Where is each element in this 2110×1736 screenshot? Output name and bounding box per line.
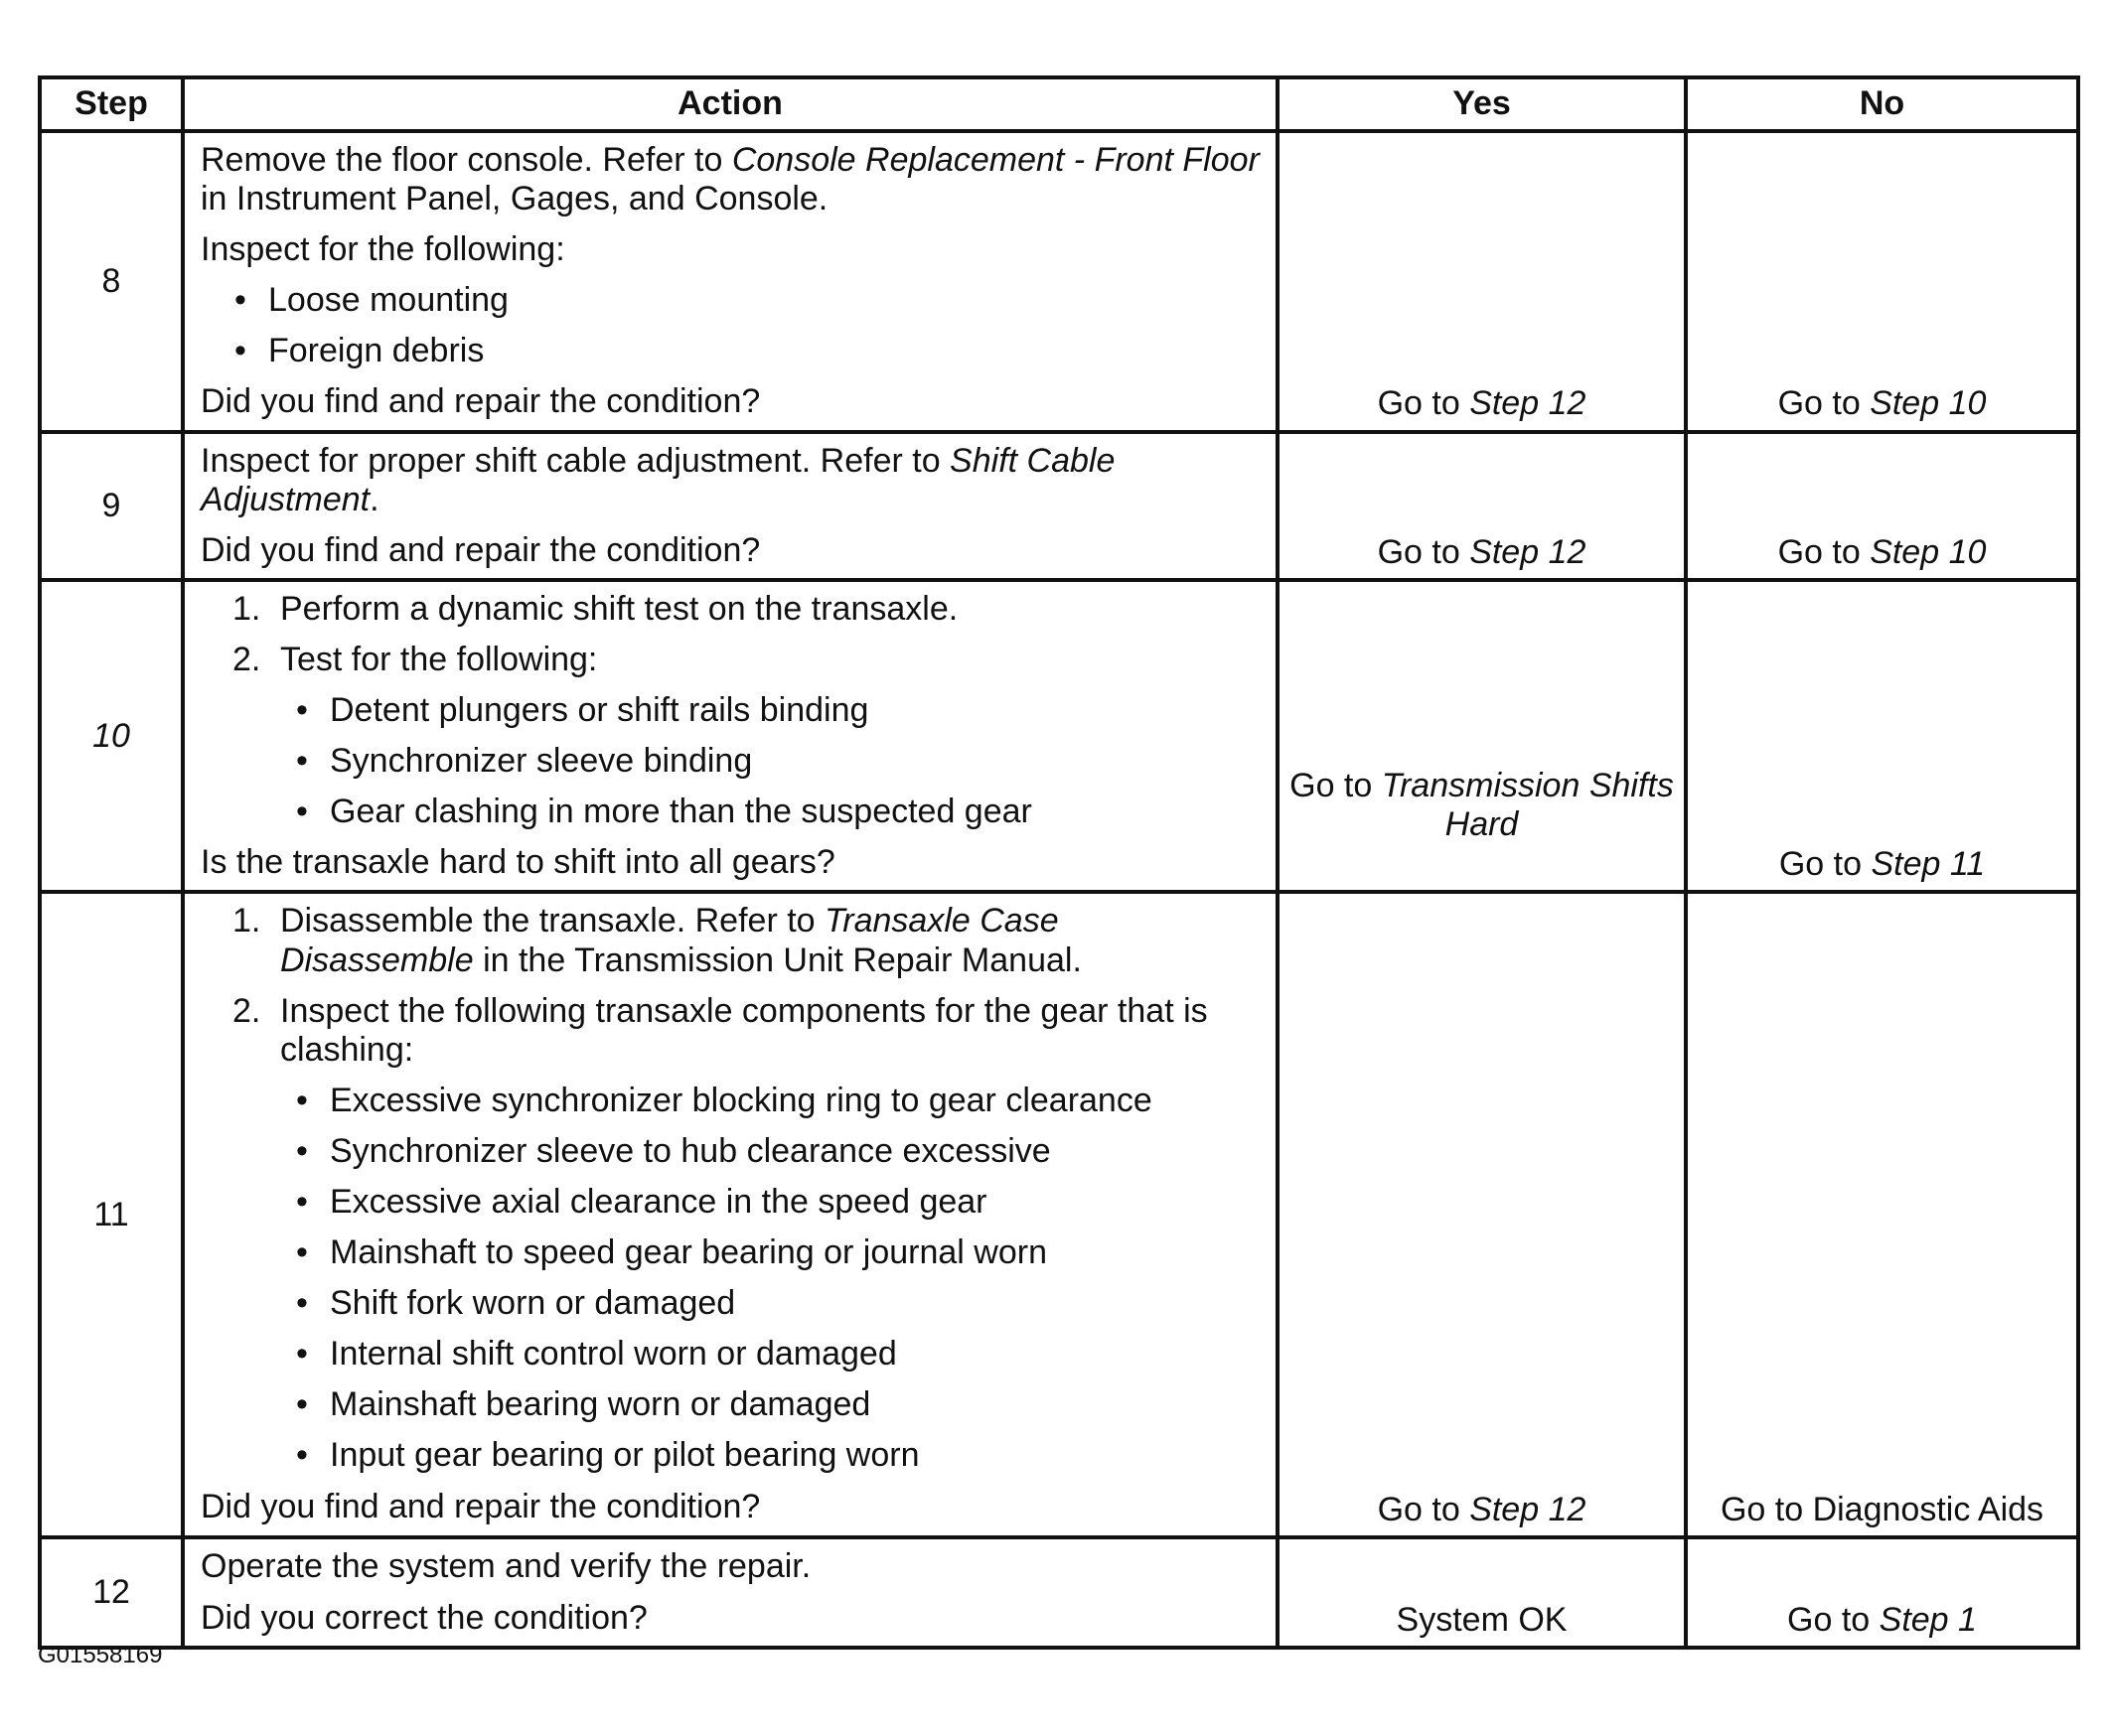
table-header-row: [40, 77, 2078, 131]
step-number: 8: [40, 131, 183, 432]
no-prefix: Go to: [1777, 384, 1871, 423]
no-cell: [1686, 1537, 2078, 1647]
action-question: Did you find and repair the condition?: [201, 382, 761, 421]
item-text: Perform a dynamic shift test on the transaxle.: [280, 589, 959, 628]
no-cell: [1686, 580, 2078, 893]
item-text: in the Transmission Unit Repair Manual.: [473, 940, 1082, 979]
bullet-item: • Synchronizer sleeve to hub clearance excessive: [296, 1132, 1260, 1171]
action-question: Did you find and repair the condition?: [201, 530, 761, 569]
table-row: [40, 580, 2078, 893]
item-number: 1.: [232, 589, 261, 628]
yes-cell: [1278, 892, 1686, 1537]
action-question: Is the transaxle hard to shift into all gears?: [201, 843, 835, 882]
action-text: Inspect for the following:: [201, 230, 565, 269]
table-row: [40, 131, 2078, 432]
item-number: 2.: [232, 991, 261, 1030]
item-number: 2.: [232, 640, 261, 678]
item-text: Disassemble the transaxle. Refer to: [280, 902, 826, 940]
no-prefix: Go to: [1778, 845, 1872, 884]
action-reference: Shift Cable Adjustment: [201, 441, 1116, 518]
action-text-part: in Instrument Panel, Gages, and Console.: [201, 180, 829, 218]
action-question: Did you correct the condition?: [201, 1598, 648, 1637]
bullet-item: • Mainshaft to speed gear bearing or journal worn: [296, 1233, 1260, 1272]
action-text-part: Inspect for proper shift cable adjustment. Refer to: [201, 441, 951, 480]
header-yes: Yes: [1278, 77, 1686, 131]
no-step-link[interactable]: Step 1: [1879, 1600, 1977, 1639]
table-row: [40, 1537, 2078, 1647]
figure-code: G01558169: [38, 1642, 163, 1668]
bullet-item: • Loose mounting: [234, 281, 1260, 320]
no-step-link[interactable]: Step 10: [1870, 532, 1987, 571]
yes-prefix: Go to: [1377, 384, 1470, 423]
header-no: No: [1686, 77, 2078, 131]
yes-step-link[interactable]: Step 12: [1469, 384, 1586, 423]
no-step-link[interactable]: Step 10: [1870, 384, 1987, 423]
item-number: 1.: [232, 902, 261, 940]
yes-cell: [1278, 131, 1686, 432]
action-reference: Transaxle Case Disassemble: [280, 902, 1059, 979]
yes-cell: [1278, 432, 1686, 580]
action-cell: [183, 1537, 1278, 1647]
yes-cell: [1278, 580, 1686, 893]
bullet-item: • Excessive synchronizer blocking ring to gear clearance: [296, 1082, 1260, 1120]
step-number: 11: [40, 892, 183, 1537]
item-text: Test for the following:: [280, 640, 598, 678]
no-cell: [1686, 432, 2078, 580]
yes-step-link[interactable]: Step 12: [1469, 1491, 1586, 1529]
action-question: Did you find and repair the condition?: [201, 1487, 761, 1525]
action-text-part: Remove the floor console. Refer to: [201, 141, 732, 179]
yes-cell: System OK: [1278, 1537, 1686, 1647]
action-text: Operate the system and verify the repair.: [201, 1547, 812, 1586]
diagnostic-table: [38, 75, 2080, 1650]
numbered-item: [201, 590, 1260, 629]
action-text-part: .: [370, 480, 379, 518]
bullet-item: • Mainshaft bearing worn or damaged: [296, 1385, 1260, 1424]
no-step-link[interactable]: Step 11: [1871, 845, 1986, 884]
step-number: 12: [40, 1537, 183, 1647]
action-text: [201, 141, 1260, 218]
header-step: Step: [40, 77, 183, 131]
yes-prefix: Go to: [1377, 1491, 1470, 1529]
no-cell[interactable]: Go to Diagnostic Aids: [1686, 892, 2078, 1537]
item-text: Inspect the following transaxle components for the gear that is clashing:: [280, 991, 1208, 1069]
table-row: [40, 892, 2078, 1537]
no-prefix: Go to: [1787, 1600, 1880, 1639]
step-number: 9: [40, 432, 183, 580]
action-cell: [183, 432, 1278, 580]
header-action: Action: [183, 77, 1278, 131]
bullet-item: • Foreign debris: [234, 332, 1260, 370]
yes-prefix: Go to: [1289, 767, 1382, 805]
bullet-item: • Synchronizer sleeve binding: [296, 742, 1260, 781]
bullet-item: • Detent plungers or shift rails binding: [296, 691, 1260, 730]
numbered-item: [201, 902, 1260, 979]
yes-prefix: Go to: [1377, 532, 1470, 571]
action-reference: Console Replacement - Front Floor: [731, 141, 1260, 179]
bullet-item: • Shift fork worn or damaged: [296, 1284, 1260, 1323]
action-text: [201, 442, 1260, 519]
action-cell: [183, 892, 1278, 1537]
table-row: [40, 432, 2078, 580]
bullet-item: • Excessive axial clearance in the speed gear: [296, 1183, 1260, 1222]
bullet-item: • Internal shift control worn or damaged: [296, 1335, 1260, 1374]
action-cell: [183, 131, 1278, 432]
yes-step-link[interactable]: Step 12: [1469, 532, 1586, 571]
bullet-item: • Gear clashing in more than the suspected gear: [296, 793, 1260, 831]
numbered-item: [201, 641, 1260, 679]
no-prefix: Go to: [1777, 532, 1871, 571]
bullet-item: • Input gear bearing or pilot bearing worn: [296, 1436, 1260, 1475]
numbered-item: [201, 992, 1260, 1070]
action-cell: [183, 580, 1278, 893]
yes-transmission-link[interactable]: Transmission Shifts Hard: [1381, 767, 1674, 844]
no-cell: [1686, 131, 2078, 432]
step-number: 10: [40, 580, 183, 893]
